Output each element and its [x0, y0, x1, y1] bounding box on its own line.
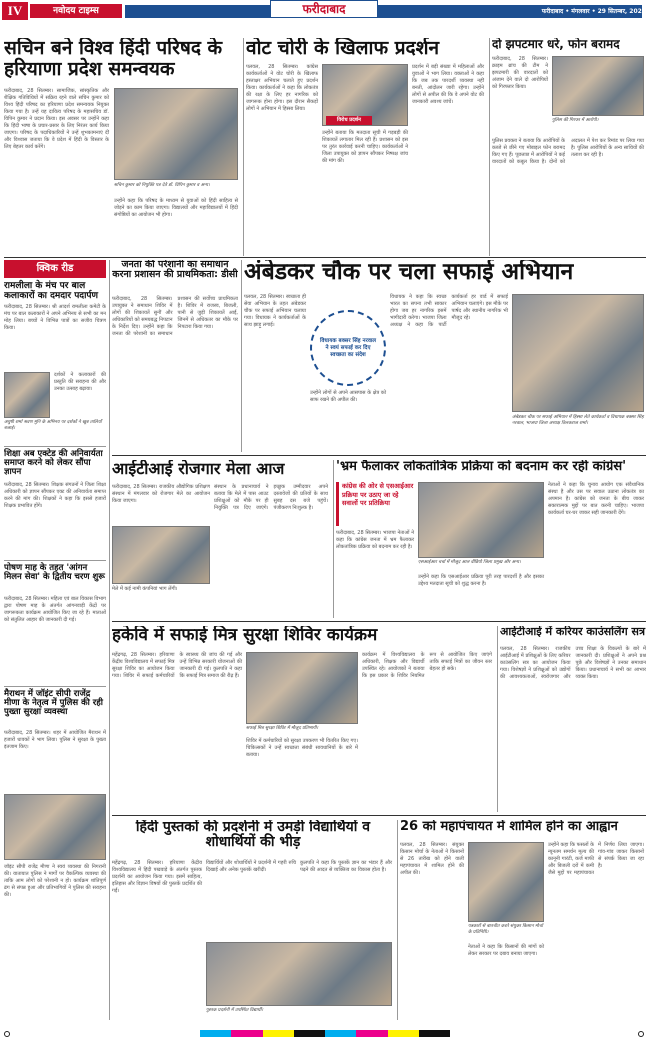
story-body: महेंद्रगढ़, 28 सितम्बर। हरियाणा केंद्रीय विश्वविद्यालय में सफाई मित्र सुरक्षा शिविर का आयोजन किया गया। शिविर में सफाई कर्मचारियों के स्वास्थ्य की जांच की गई और उन्हें विभिन्न सरकारी योजनाओं की जानकारी दी गई। कुलपति ने कहा कि सफाई मित्र समाज की रीढ़ हैं। [112, 652, 242, 679]
story-congress [336, 460, 646, 618]
story-photo [418, 482, 544, 558]
story-body: पलवल, 28 सितम्बर। कांग्रेस कार्यकर्ताओं ने वोट चोरी के खिलाफ हस्ताक्षर अभियान चलाते हुए प्रदर्शन किया। कार्यकर्ताओं ने कहा कि लोकतंत्र की रक्षा के लिए हर नागरिक को जागरूक होना होगा। इस दौरान सैकड़ों लोगों ने अभियान में हिस्सा लिया। [246, 64, 318, 112]
photo-caption: सचिन कुमार को नियुक्ति पत्र देते डॉ. विपिन कुमार व अन्य। [114, 183, 210, 188]
story-body-3: कुलपति ने कहा कि पुस्तकें ज्ञान का भंडार हैं और पढ़ने की आदत से व्यक्तित्व का विकास होता है। [300, 860, 392, 873]
story-body: फरीदाबाद, 28 सितम्बर। उपायुक्त ने समाधान शिविर में लोगों की शिकायतें सुनीं और अधिकारियों को समयबद्ध निपटान के निर्देश दिए। उन्होंने कहा कि जनता की परेशानी का समाधान प्रशासन की सर्वोच्च प्राथमिकता है। शिविर में राजस्व, बिजली, पानी से जुड़ी शिकायतें आईं, जिनमें से अधिकतर का मौके पर निपटारा किया गया। [112, 296, 238, 337]
photo-banner: विरोध प्रदर्शन [326, 116, 372, 125]
story-photo [552, 56, 644, 116]
registration-mark-left [4, 1031, 10, 1037]
headline: 26 को महापंचायत में शामिल होने का आह्वान [400, 820, 618, 834]
headline: 'भ्रम फैलाकर लोकतांत्रिक प्रक्रिया को बदनाम कर रही कांग्रेस' [336, 460, 627, 474]
story-body: फरीदाबाद, 28 सितम्बर। भाजपा नेताओं ने कहा कि कांग्रेस जनता में भ्रम फैलाकर लोकतांत्रिक प्रक्रिया को बदनाम कर रही है। [336, 530, 414, 550]
headline: अंबेडकर चौक पर चला सफाई अभियान [244, 260, 574, 285]
story-jhapatmar [492, 38, 646, 253]
story-hindi-books [112, 820, 394, 1020]
story-body: पलवल, 28 सितम्बर। राजकीय आईटीआई में प्रशिक्षुओं के लिए करियर काउंसलिंग सत्र का आयोजन किया गया। विशेषज्ञों ने प्रशिक्षुओं को उद्योगों की आवश्यकताओं, स्वरोजगार और उच्च शिक्षा के विकल्पों के बारे में जानकारी दी। प्रशिक्षुओं ने अपने प्रश्न पूछे और विशेषज्ञों ने उनका समाधान किया। प्रधानाचार्य ने सभी का आभार व्यक्त किया। [500, 646, 646, 680]
footer-color-bar [200, 1030, 450, 1037]
story-bullet: कांग्रेस की ओर से एसआईआर प्रक्रिया पर उठाए जा रहे सवालों पर प्रतिक्रिया [336, 482, 414, 526]
date-line: फरीदाबाद • मंगलवार • 29 सितम्बर, 2026 [541, 8, 646, 15]
photo-caption: एसआईआर चर्चा में मौजूद आल वीडियो जिला प्रमुख और अन्य। [418, 560, 521, 565]
story-iti-career [500, 626, 646, 812]
marathon-photo [4, 794, 106, 860]
masthead [0, 0, 650, 22]
story-body-2: विद्यार्थियों और शोधार्थियों ने प्रदर्शनी में गहरी रुचि दिखाई और अनेक पुस्तकें खरीदीं। [206, 860, 296, 873]
story-photo [206, 942, 392, 1006]
story-body-2: उन्होंने बताया कि मतदाता सूची में गड़बड़ी की शिकायतें लगातार मिल रही हैं। प्रशासन को इस पर तुरंत कार्रवाई करनी चाहिए। कार्यकर्ताओं ने जिला उपायुक्त को ज्ञापन सौंपकर निष्पक्ष जांच की मांग की। [322, 130, 408, 164]
headline: आईटीआई रोजगार मेला आज [112, 460, 285, 478]
marathon-headline: मैराथन में जॉइंट सीपी राजेंद्र मीणा के नेतृत्व में पुलिस की रही पुख्ता सुरक्षा व्यवस्था [4, 689, 103, 718]
story-havkein [112, 626, 494, 812]
story-body-2: पुलिस प्रवक्ता ने बताया कि आरोपियों के कब्जे से छीने गए मोबाइल फोन बरामद किए गए हैं। पूछताछ में आरोपियों ने कई वारदातों को कबूल किया है। दोनों को अदालत में पेश कर रिमांड पर लिया गया है। पुलिस आरोपियों के अन्य साथियों की तलाश कर रही है। [492, 138, 644, 165]
story-body: पलवल, 28 सितम्बर। संयुक्त किसान मोर्चा के नेताओं ने किसानों से 26 तारीख को होने वाली महापंचायत में शामिल होने की अपील की। [400, 842, 464, 876]
story-body-2: उन्होंने कहा कि एसआईआर प्रक्रिया पूरी तरह पारदर्शी है और इसका उद्देश्य मतदाता सूची को शुद्ध करना है। [418, 574, 544, 587]
story-body: फरीदाबाद, 28 सितम्बर। सामाजिक, सांस्कृतिक और शैक्षिक गतिविधियों में सक्रिय रहने वाले सचिन कुमार को विश्व हिंदी परिषद का हरियाणा प्रदेश समन्वयक नियुक्त किया गया है। उन्हें यह दायित्व परिषद के महासचिव डॉ. विपिन कुमार ने प्रदान किया। इस अवसर पर उन्होंने कहा कि हिंदी भाषा के प्रचार-प्रसार के लिए निरंतर कार्य किया जाएगा। परिषद के पदाधिकारियों ने उन्हें शुभकामनाएं दीं और विश्वास जताया कि वे प्रदेश में हिंदी के विस्तार के लिए बेहतर कार्य करेंगे। [4, 88, 109, 150]
page-number: IV [2, 2, 28, 20]
story-body-3: विधायक ने कहा कि स्वच्छ भारत का सपना तभी साकार होगा जब हर नागरिक इसमें भागीदारी करेगा। भाजपा जिला अध्यक्ष ने कहा कि पार्टी कार्यकर्ता हर वार्ड में सफाई अभियान चलाएंगे। इस मौके पर पार्षद और स्थानीय नागरिक भी मौजूद रहे। [390, 294, 508, 328]
story-body: फरीदाबाद, 28 सितम्बर। क्राइम ब्रांच की टीम ने झपटमारी की वारदातों को अंजाम देने वाले दो आरोपियों को गिरफ्तार किया। [492, 56, 548, 90]
photo-caption: पत्रकारों से बातचीत करते संयुक्त किसान मोर्चा के प्रतिनिधि। [468, 924, 543, 935]
headline: हकेवि में सफाई मित्र सुरक्षा शिविर कार्यक्रम [112, 626, 378, 645]
headline: जनता की परेशानी का समाधान करना प्रशासन की प्राथमिकता: डीसी [112, 260, 238, 281]
photo-caption: सफाई मित्र सुरक्षा शिविर में मौजूद प्रतिभागी। [246, 726, 319, 731]
story-body: महेंद्रगढ़, 28 सितम्बर। हरियाणा केंद्रीय विश्वविद्यालय में हिंदी पखवाड़े के अंतर्गत पुस्तक प्रदर्शनी का आयोजन किया गया। इसमें साहित्य, इतिहास और विज्ञान विषयों की पुस्तकें प्रदर्शित की गईं। [112, 860, 202, 894]
photo-caption: पुलिस की गिरफ्त में आरोपी। [552, 118, 599, 123]
photo-caption: पुस्तक प्रदर्शनी में उपस्थित विद्यार्थी। [206, 1008, 264, 1013]
marathon-body-2: जॉइंट सीपी राजेंद्र मीणा ने स्वयं व्यवस्था की निगरानी की। यातायात पुलिस ने मार्गों पर वैकल्पिक व्यवस्था की ताकि आम लोगों को परेशानी न हो। कार्यक्रम शांतिपूर्ण ढंग से संपन्न हुआ और प्रतिभागियों ने पुलिस की सराहना की। [4, 864, 106, 898]
quick-read-label: क्विक रीड [4, 260, 106, 278]
story-body-3: संस्थान के प्रधानाचार्य ने बताया कि मेले में पास आउट प्रशिक्षुओं को मौके पर ही नियुक्ति पत्र दिए जाएंगे। इच्छुक उम्मीदवार अपने दस्तावेजों की प्रतियों के साथ सुबह दस बजे पहुंचें। पंजीकरण निःशुल्क है। [214, 484, 328, 511]
headline: वोट चोरी के खिलाफ प्रदर्शन [246, 38, 440, 59]
story-body: पलवल, 28 सितम्बर। स्वच्छता ही सेवा अभियान के तहत अंबेडकर चौक पर सफाई अभियान चलाया गया। विधायक ने कार्यकर्ताओं के साथ झाड़ू लगाई। [244, 294, 306, 328]
story-photo [246, 652, 358, 724]
story-photo [468, 842, 544, 922]
story-body-2: उन्होंने कहा कि परिषद के माध्यम से युवाओं को हिंदी साहित्य से जोड़ने का काम किया जाएगा। विद्यालयों और महाविद्यालयों में हिंदी संगोष्ठियों का आयोजन भी होगा। [114, 198, 238, 218]
shiksha-body: फरीदाबाद, 28 सितम्बर। शिक्षक संगठनों ने जिला शिक्षा अधिकारी को ज्ञापन सौंपकर एक्ट की अनिवार्यता समाप्त करने की मांग की। शिक्षकों ने कहा कि इससे हजारों शिक्षक प्रभावित होंगे। [4, 482, 106, 509]
story-body-3: प्रदर्शन में बड़ी संख्या में महिलाओं और युवाओं ने भाग लिया। वक्ताओं ने कहा कि जब तक पारदर्शी व्यवस्था नहीं बनती, आंदोलन जारी रहेगा। उन्होंने लोगों से अपील की कि वे अपने वोट की जानकारी अवश्य जांचें। [412, 64, 484, 105]
story-body-2: मेले में कई नामी कंपनियां भाग लेंगी। [112, 586, 178, 592]
shiksha-headline: शिक्षा अब एक्टेड की अनिवार्यता समाप्त करने को लेकर सौंपा ज्ञापन [4, 449, 103, 478]
story-mahapanchayat [400, 820, 646, 1020]
brand-logo: नवोदय टाइम्स [30, 4, 122, 18]
story-body-2: नेताओं ने कहा कि किसानों की मांगों को लेकर सरकार पर दबाव बनाया जाएगा। [468, 944, 544, 957]
story-body-2: शिविर में कर्मचारियों को सुरक्षा उपकरण भी वितरित किए गए। चिकित्सकों ने उन्हें स्वच्छता संबंधी सावधानियों के बारे में बताया। [246, 738, 358, 758]
story-body-2: उन्होंने लोगों से अपने आसपास के क्षेत्र को साफ रखने की अपील की। [310, 390, 386, 403]
section-title: फरीदाबाद [270, 0, 378, 18]
story-photo [112, 526, 210, 584]
poshan-body: फरीदाबाद, 28 सितम्बर। महिला एवं बाल विकास विभाग द्वारा पोषण माह के अंतर्गत आंगनवाड़ी केंद्रों पर जागरूकता कार्यक्रम आयोजित किए जा रहे हैं। माताओं को संतुलित आहार की जानकारी दी गई। [4, 596, 106, 623]
story-body-3: नेताओं ने कहा कि चुनाव आयोग एक संवैधानिक संस्था है और उस पर सवाल उठाना लोकतंत्र का अपमान है। कांग्रेस को जनता के बीच जाकर सकारात्मक मुद्दों पर बात करनी चाहिए। भाजपा कार्यकर्ता घर-घर जाकर सही जानकारी देंगे। [548, 482, 644, 516]
story-photo [512, 294, 644, 412]
story-iti-mela [112, 460, 330, 618]
ramlila-caption: अयुषी शर्मा श्रवण मुनि के अभिनय पर दर्शकों ने खूब तालियाँ बजाई। [4, 420, 102, 431]
story-body: फरीदाबाद, 28 सितम्बर। राजकीय औद्योगिक प्रशिक्षण संस्थान में मंगलवार को रोजगार मेले का आयोजन किया जाएगा। [112, 484, 210, 504]
headline: दो झपटमार धरे, फोन बरामद [492, 38, 620, 51]
ramlila-body-2: दर्शकों ने कलाकारों की प्रस्तुति की सराहना की और उनका उत्साह बढ़ाया। [54, 372, 106, 392]
headline: हिंदी पुस्तकों की प्रदर्शनी में उमड़ी विद्यार्थियों व शोधार्थियों की भीड़ [135, 820, 371, 851]
marathon-body: फरीदाबाद, 28 सितम्बर। शहर में आयोजित मैराथन में हजारों धावकों ने भाग लिया। पुलिस ने सुरक्षा के पुख्ता इंतजाम किए। [4, 730, 106, 750]
photo-caption: अंबेडकर चौक पर सफाई अभियान में हिस्सा लेते कार्यकर्ता व विधायक बक्सर सिंह नरवाल, भाजपा जिला अध्यक्ष तिलकराज शर्मा। [512, 415, 644, 426]
story-ambedkar [244, 260, 646, 452]
ramlila-headline: रामलीला के मंच पर बाल कलाकारों का दमदार पदार्पण [4, 281, 99, 301]
story-body-3: उन्होंने कहा कि फसलों के न्यूनतम समर्थन मूल्य की कानूनी गारंटी, कर्ज माफी और बिजली दरों में कमी जैसे मुद्दों पर महापंचायत में निर्णय लिया जाएगा। गांव-गांव जाकर किसानों से संपर्क किया जा रहा है। [548, 842, 644, 876]
ramlila-body: फरीदाबाद, 28 सितम्बर। श्री आदर्श रामलीला कमेटी के मंच पर बाल कलाकारों ने अपने अभिनय से सभी का मन मोह लिया। बच्चों ने विभिन्न पात्रों का सजीव चित्रण किया। [4, 304, 106, 332]
registration-mark-right [638, 1031, 644, 1037]
headline: सचिन बने विश्व हिंदी परिषद के हरियाणा प्रदेश समन्वयक [4, 38, 223, 80]
story-photo [114, 88, 238, 180]
poshan-headline: पोषण माह के तहत 'आंगन मिलन सेवा' के द्वितीय चरण शुरू [4, 563, 105, 583]
pull-quote: विधायक बक्सर सिंह नरवाल ने स्वयं सफाई कर दिए स्वच्छता का संदेश [310, 310, 386, 386]
ramlila-photo [4, 372, 50, 418]
story-janta [112, 260, 238, 452]
story-body-3: कार्यक्रम में विश्वविद्यालय के अधिकारी, शिक्षक और विद्यार्थी उपस्थित रहे। आयोजकों ने बताया कि इस प्रकार के शिविर नियमित रूप से आयोजित किए जाएंगे ताकि सफाई मित्रों का जीवन स्तर बेहतर हो सके। [362, 652, 492, 679]
story-vote-chori [246, 38, 486, 253]
headline: आईटीआई में करियर काउंसलिंग सत्र [500, 626, 646, 638]
quick-read-column [4, 260, 106, 1020]
story-sachin [4, 38, 240, 253]
